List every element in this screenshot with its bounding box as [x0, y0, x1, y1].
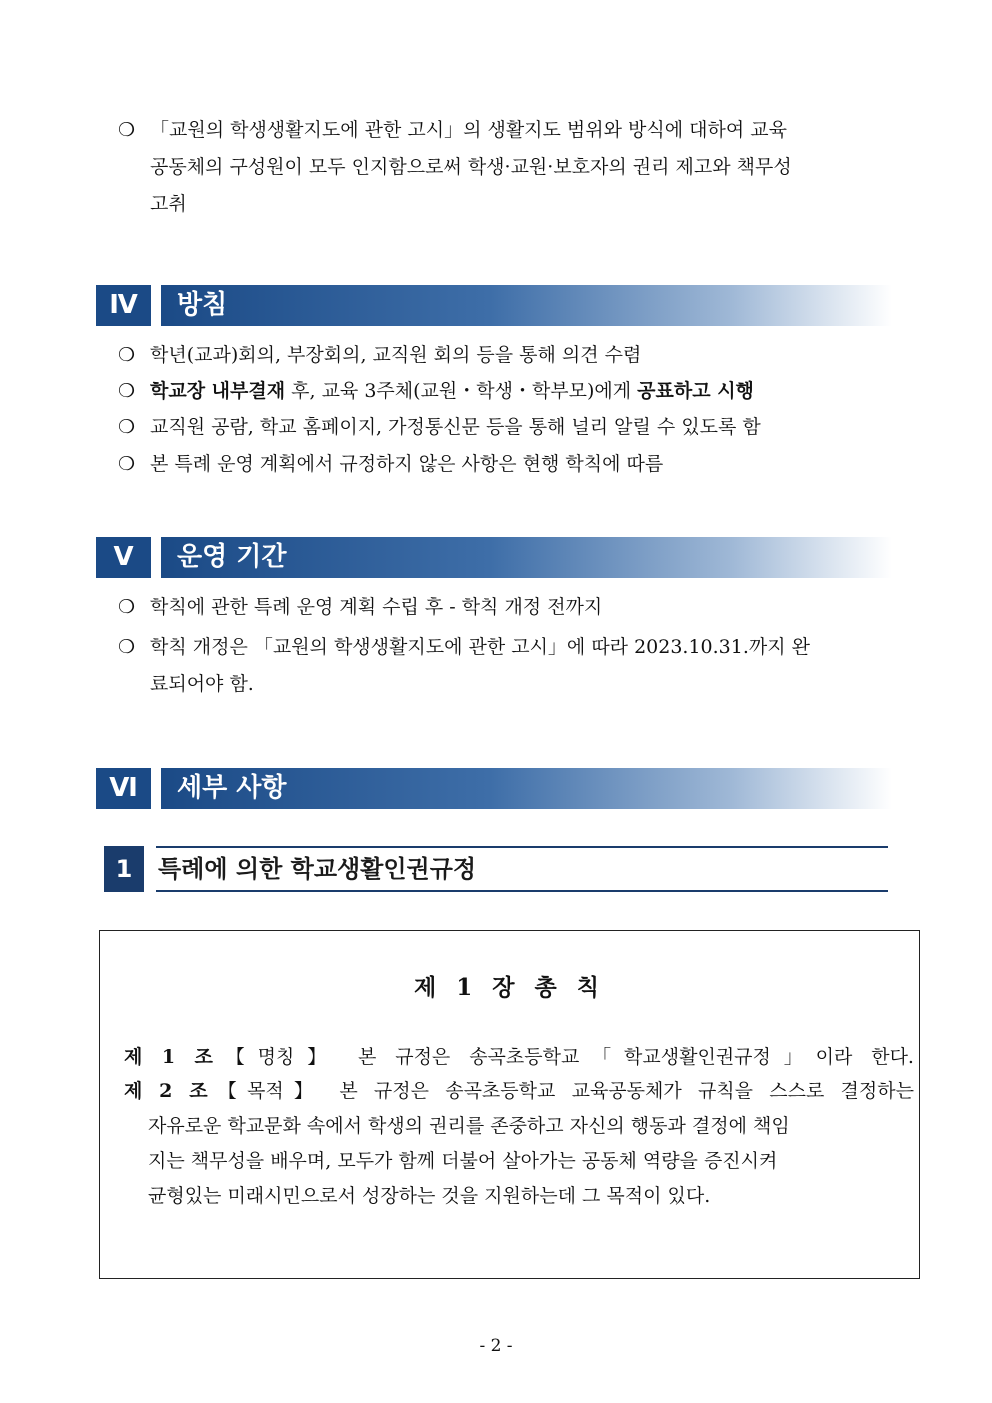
- period-item-text: 학칙에 관한 특례 운영 계획 수립 후 - 학칙 개정 전까지: [150, 596, 603, 618]
- subsection-header: [104, 846, 888, 892]
- section-title: 세부 사항: [161, 768, 892, 809]
- article-label: 【목적】: [207, 1080, 324, 1102]
- policy-item-text: [118, 373, 900, 410]
- period-item: [118, 589, 900, 626]
- section-header-details: [96, 768, 892, 809]
- article-line: 균형있는 미래시민으로서 성장하는 것을 지원하는데 그 목적이 있다.: [148, 1185, 711, 1207]
- section-numeral: Ⅳ: [96, 285, 151, 326]
- article-2: [124, 1074, 914, 1214]
- article-number: 제 2 조: [124, 1080, 208, 1102]
- section-title: 방침: [161, 285, 892, 326]
- bold-phrase: 학교장 내부결재: [150, 380, 286, 402]
- intro-line-3: 고취: [150, 193, 187, 215]
- policy-item-text: 학년(교과)회의, 부장회의, 교직원 회의 등을 통해 의견 수렴: [150, 344, 642, 366]
- circle-bullet-icon: ❍: [118, 453, 136, 475]
- article-line: [124, 1074, 914, 1109]
- regulation-box: [99, 930, 920, 1279]
- policy-item-text: 교직원 공람, 학교 홈페이지, 가정통신문 등을 통해 널리 알릴 수 있도록 함: [150, 416, 761, 438]
- circle-bullet-icon: ❍: [118, 344, 136, 366]
- period-item: [118, 629, 900, 703]
- circle-bullet-icon: ❍: [118, 119, 136, 141]
- circle-bullet-icon: ❍: [118, 416, 136, 438]
- article-label: 【명칭】: [212, 1046, 340, 1068]
- article-number: 제 1 조: [124, 1046, 213, 1068]
- article-text: 본 규정은 송곡초등학교 교육공동체가 규칙을 스스로 결정하는: [339, 1080, 914, 1102]
- article-line: 자유로운 학교문화 속에서 학생의 권리를 존중하고 자신의 행동과 결정에 책임: [148, 1115, 790, 1137]
- section-numeral: Ⅵ: [96, 768, 151, 809]
- subsection-title: 특례에 의한 학교생활인권규정: [156, 846, 888, 892]
- subsection-number: 1: [104, 846, 144, 892]
- intro-line-1: 「교원의 학생생활지도에 관한 고시」의 생활지도 범위와 방식에 대하여 교육: [150, 119, 787, 141]
- policy-item: [118, 446, 900, 483]
- intro-paragraph: [118, 112, 900, 223]
- article-line: 지는 책무성을 배우며, 모두가 함께 더불어 살아가는 공동체 역량을 증진시켜: [148, 1150, 778, 1172]
- circle-bullet-icon: ❍: [118, 380, 136, 402]
- period-item-line-1: 학칙 개정은 「교원의 학생생활지도에 관한 고시」에 따라 2023.10.31.까지 완: [150, 636, 810, 658]
- period-item-line-2: 료되어야 함.: [150, 673, 254, 695]
- chapter-title: 제 1 장 총 칙: [414, 974, 605, 1001]
- plain-phrase: 후, 교육 3주체(교원・학생・학부모)에게: [285, 380, 638, 402]
- article-line: [124, 1040, 914, 1075]
- policy-item: [118, 337, 900, 374]
- policy-item: [118, 373, 900, 410]
- article-text: 본 규정은 송곡초등학교「학교생활인권규정」이라 한다.: [357, 1046, 914, 1068]
- policy-item: [118, 409, 900, 446]
- policy-item-text: 본 특례 운영 계획에서 규정하지 않은 사항은 현행 학칙에 따름: [150, 453, 664, 475]
- circle-bullet-icon: ❍: [118, 636, 136, 658]
- section-title: 운영 기간: [161, 537, 892, 578]
- section-numeral: Ⅴ: [96, 537, 151, 578]
- section-header-period: [96, 537, 892, 578]
- page-number: - 2 -: [479, 1336, 513, 1356]
- circle-bullet-icon: ❍: [118, 596, 136, 618]
- intro-line-2: 공동체의 구성원이 모두 인지함으로써 학생·교원·보호자의 권리 제고와 책무성: [150, 156, 792, 178]
- bold-phrase: 공표하고 시행: [637, 380, 754, 402]
- article-1: [124, 1040, 914, 1075]
- section-header-policy: [96, 285, 892, 326]
